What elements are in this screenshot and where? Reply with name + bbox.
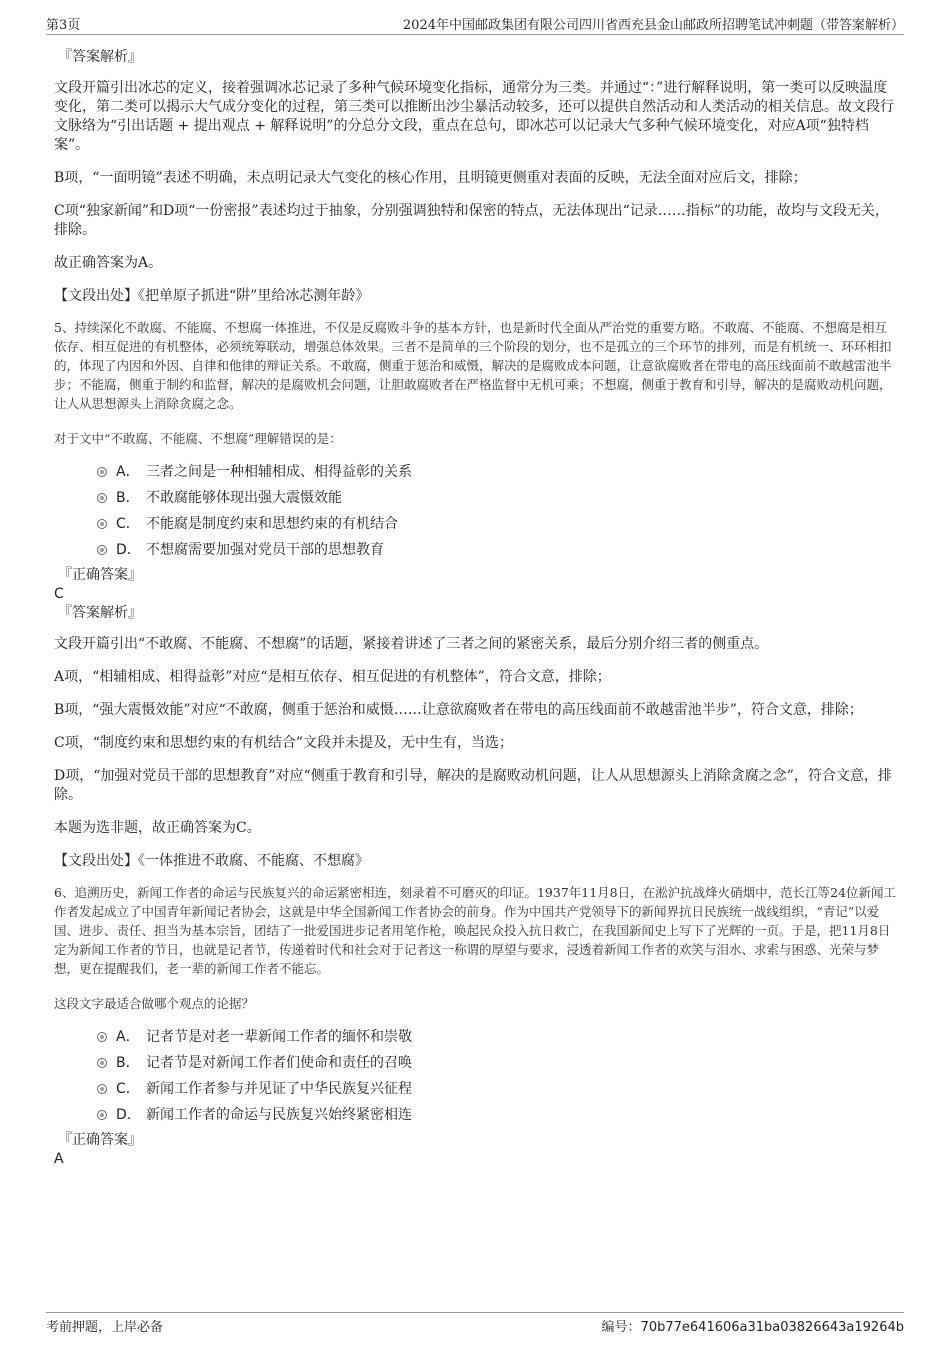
option-letter: B． [116,490,140,506]
option-letter: D． [116,542,141,558]
radio-icon[interactable] [97,1058,107,1068]
radio-icon[interactable] [97,1032,107,1042]
q6-options [54,1027,896,1131]
q6-answer: A [54,1151,64,1167]
code-value: 70b77e641606a31ba03826643a19264b [640,1320,904,1335]
option-letter: C． [116,1081,140,1097]
q5-option-b[interactable] [54,488,896,514]
option-letter: A． [116,464,140,480]
q4-analysis-heading: 『答案解析』 [58,49,142,65]
q6-option-d[interactable] [54,1105,896,1131]
radio-icon[interactable] [97,467,107,477]
q4-conclusion: 故正确答案为A。 [54,255,163,271]
q5-analysis-d: D项，“加强对党员干部的思想教育”对应“侧重于教育和引导，解决的是腐败动机问题，让人从思想源头上消除贪腐之念”，符合文意，排除。 [54,768,892,803]
option-letter: C． [116,516,140,532]
page-header [46,14,904,35]
q5-analysis-c: C项，“制度约束和思想约束的有机结合”文段并未提及，无中生有，当选； [54,735,514,751]
q5-answer: C [54,586,64,602]
option-text: 三者之间是一种相辅相成、相得益彰的关系 [146,464,412,480]
footer-slogan: 考前押题，上岸必备 [46,1320,164,1335]
option-text: 新闻工作者的命运与民族复兴始终紧密相连 [146,1107,412,1123]
option-text: 记者节是对老一辈新闻工作者的缅怀和崇敬 [146,1029,412,1045]
radio-icon[interactable] [97,1084,107,1094]
q5-option-d[interactable] [54,540,896,566]
q5-options [54,462,896,566]
option-letter: A． [116,1029,140,1045]
page-content [54,48,896,1169]
q4-analysis-b: B项，“一面明镜”表述不明确，未点明记录大气变化的核心作用，且明镜更侧重对表面的反映，无法全面对应后文，排除； [54,170,807,186]
q5-stem: 5、持续深化不敢腐、不能腐、不想腐一体推进，不仅是反腐败斗争的基本方针，也是新时代全面从严治党的重要方略。不敢腐、不能腐、不想腐是相互依存、相互促进的有机整体，必须统筹联动，增强总体效果。三者不是简单的三个阶段的划分，也不是孤立的三个环节的排列，而是有机统一、环环相扣的，体现了内因和外因、自律和他律的辩证关系。不敢腐，侧重于惩治和威慑，解决的是腐败成本问题，让意欲腐败者在带电的高压线面前不敢越雷池半步；不能腐，侧重于制约和监督，解决的是腐败机会问题，让胆敢腐败者在严格监督中无机可乘；不想腐，侧重于教育和引导，解决的是腐败动机问题，让人从思想源头上消除贪腐之念。 [54,320,892,411]
q4-source: 【文段出处】《把单原子抓进“阱”里给冰芯测年龄》 [54,288,370,304]
q5-analysis-a: A项，“相辅相成、相得益彰”对应“是相互依存、相互促进的有机整体”，符合文意，排除； [54,669,611,685]
q5-conclusion: 本题为选非题，故正确答案为C。 [54,820,261,836]
radio-icon[interactable] [97,1110,107,1120]
option-letter: D． [116,1107,141,1123]
option-text: 不想腐需要加强对党员干部的思想教育 [146,542,384,558]
q5-analysis-heading: 『答案解析』 [58,605,142,621]
q5-answer-heading: 『正确答案』 [58,567,142,583]
q6-stem: 6、追溯历史，新闻工作者的命运与民族复兴的命运紧密相连，刻录着不可磨灭的印证。1937年11月8日，在淞沪抗战烽火硝烟中，范长江等24位新闻工作者发起成立了中国青年新闻记者协会，这就是中华全国新闻工作者协会的前身。作为中国共产党领导下的新闻界抗日民族统一战线组织，“青记”以爱国、进步、责任、担当为基本宗旨，团结了一批爱国进步记者用笔作枪，唤起民众投入抗日救亡，在我国新闻史上写下了光辉的一页。于是，把11月8日定为新闻工作者的节日，也就是记者节，传递着时代和社会对于记者这一称谓的厚望与要求，浸透着新闻工作者的欢笑与泪水、求索与困惑、光荣与梦想，更在提醒我们，老一辈的新闻工作者不能忘。 [54,885,897,976]
q5-analysis-p1: 文段开篇引出“不敢腐、不能腐、不想腐”的话题，紧接着讲述了三者之间的紧密关系，最后分别介绍三者的侧重点。 [54,636,769,652]
q4-analysis-cd: C项“独家新闻”和D项“一份密报”表述均过于抽象，分别强调独特和保密的特点，无法体现出“记录……指标”的功能，故均与文段无关，排除。 [54,203,889,238]
q5-question: 对于文中“不敢腐、不能腐、不想腐”理解错误的是： [54,431,342,446]
q4-analysis-p1: 文段开篇引出冰芯的定义，接着强调冰芯记录了多种气候环境变化指标，通常分为三类。并通过“：”进行解释说明，第一类可以反映温度变化，第二类可以揭示大气成分变化的过程，第三类可以推断出沙尘暴活动较多，还可以提供自然活动和人类活动的相关信息。故文段行文脉络为“引出话题 + 提出观点 + 解释说明”的分总分文段，重点在总句，即冰芯可以记录大气多种气候环境变化，对应A项“独特档案”。 [54,80,894,153]
document-title: 2024年中国邮政集团有限公司四川省西充县金山邮政所招聘笔试冲刺题（带答案解析） [402,18,904,33]
option-text: 新闻工作者参与并见证了中华民族复兴征程 [146,1081,412,1097]
q5-option-a[interactable] [54,462,896,488]
document-code [602,1316,904,1335]
q5-source: 【文段出处】《一体推进不敢腐、不能腐、不想腐》 [54,853,369,869]
option-text: 记者节是对新闻工作者们使命和责任的召唤 [146,1055,412,1071]
q6-question: 这段文字最适合做哪个观点的论据？ [54,996,255,1011]
q6-option-b[interactable] [54,1053,896,1079]
q5-analysis-b: B项，“强大震慑效能”对应“不敢腐，侧重于惩治和威慑……让意欲腐败者在带电的高压线面前不敢越雷池半步”，符合文意，排除； [54,702,863,718]
q6-option-a[interactable] [54,1027,896,1053]
page-footer [46,1312,904,1337]
radio-icon[interactable] [97,519,107,529]
q6-option-c[interactable] [54,1079,896,1105]
page-number: 第3页 [46,18,81,33]
radio-icon[interactable] [97,493,107,503]
q6-answer-heading: 『正确答案』 [58,1132,142,1148]
option-letter: B． [116,1055,140,1071]
code-label: 编号： [601,1320,641,1335]
option-text: 不能腐是制度约束和思想约束的有机结合 [146,516,398,532]
q5-option-c[interactable] [54,514,896,540]
option-text: 不敢腐能够体现出强大震慑效能 [146,490,342,506]
radio-icon[interactable] [97,545,107,555]
